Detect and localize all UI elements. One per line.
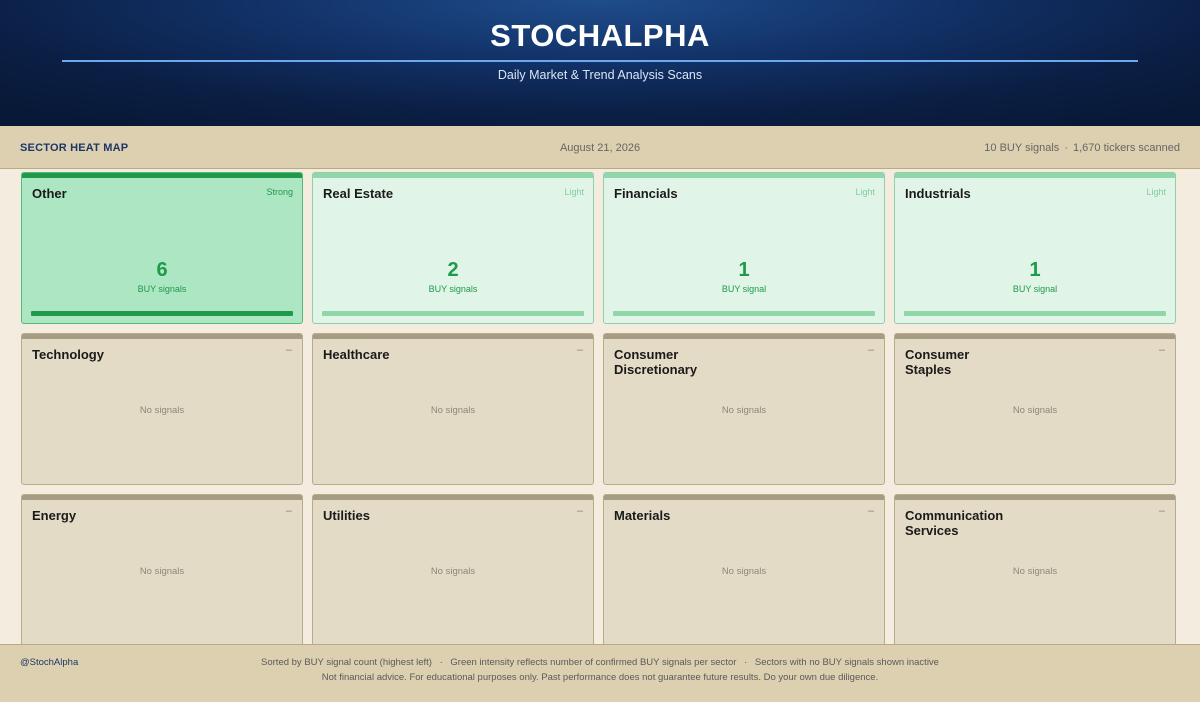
inactive-dash: –	[285, 344, 292, 356]
tile-top-bar	[895, 334, 1175, 339]
sector-name: Real Estate	[323, 186, 394, 201]
sector-tile-consumer-discretionary[interactable]	[603, 333, 885, 485]
buy-signal-label: BUY signal	[1012, 284, 1058, 294]
sector-name: Technology	[32, 347, 104, 362]
buy-signal-count: 1	[738, 259, 750, 281]
section-title: SECTOR HEAT MAP	[20, 142, 129, 154]
sector-tile-energy[interactable]	[21, 494, 303, 646]
sector-name: Financials	[614, 186, 678, 201]
note-intensity: Green intensity reflects number of confirmed BUY signals per sector	[450, 657, 737, 668]
sector-name: Industrials	[905, 186, 971, 201]
sector-name: Materials	[614, 508, 671, 523]
sector-tile-industrials[interactable]	[894, 172, 1176, 324]
tickers-scanned: 1,670 tickers scanned	[1072, 142, 1180, 154]
buy-signal-label: BUY signal	[721, 284, 767, 294]
buy-signal-count: 6	[156, 259, 168, 281]
intensity-bar	[322, 311, 584, 316]
sector-name: Consumer Discretionary	[614, 347, 698, 377]
signal-strength-badge: Strong	[266, 187, 293, 197]
social-handle[interactable]: @StochAlpha	[20, 657, 79, 668]
no-signals-label: No signals	[139, 566, 185, 577]
sector-name: Utilities	[323, 508, 370, 523]
intensity-bar	[904, 311, 1166, 316]
sector-tile-technology[interactable]	[21, 333, 303, 485]
inactive-dash: –	[285, 505, 292, 517]
note-separator: ·	[744, 657, 748, 668]
brand-tagline: Daily Market & Trend Analysis Scans	[497, 68, 703, 82]
no-signals-label: No signals	[721, 566, 767, 577]
buy-signal-count: 2	[447, 259, 459, 281]
tile-top-bar	[313, 173, 593, 178]
sector-name: Healthcare	[323, 347, 390, 362]
sector-tile-financials[interactable]	[603, 172, 885, 324]
tile-top-bar	[604, 173, 884, 178]
tile-top-bar	[22, 334, 302, 339]
buy-signal-total: 10 BUY signals	[984, 142, 1060, 154]
no-signals-label: No signals	[1012, 566, 1058, 577]
intensity-bar	[31, 311, 293, 316]
sector-name: Other	[32, 186, 67, 201]
tile-top-bar	[895, 173, 1175, 178]
sector-tile-healthcare[interactable]	[312, 333, 594, 485]
sector-name: Consumer Staples	[905, 347, 970, 377]
tile-top-bar	[22, 173, 302, 178]
buy-signal-label: BUY signals	[428, 284, 478, 294]
scan-stats	[984, 142, 1180, 154]
tile-top-bar	[604, 495, 884, 500]
sector-name: Energy	[32, 508, 77, 523]
inactive-dash: –	[1158, 505, 1165, 517]
sector-tile-communication-services[interactable]	[894, 494, 1176, 646]
no-signals-label: No signals	[1012, 405, 1058, 416]
page-footer	[0, 644, 1200, 702]
page-header	[0, 0, 1200, 126]
note-sorted: Sorted by BUY signal count (highest left)	[261, 657, 432, 668]
sector-name: Communication Services	[905, 508, 1004, 538]
inactive-dash: –	[867, 344, 874, 356]
no-signals-label: No signals	[721, 405, 767, 416]
brand-divider	[62, 60, 1138, 62]
no-signals-label: No signals	[430, 405, 476, 416]
inactive-dash: –	[1158, 344, 1165, 356]
signal-strength-badge: Light	[564, 187, 584, 197]
sector-tile-other[interactable]	[21, 172, 303, 324]
no-signals-label: No signals	[139, 405, 185, 416]
stats-separator: ·	[1064, 142, 1068, 154]
brand-title: STOCHALPHA	[490, 18, 710, 53]
sector-tile-materials[interactable]	[603, 494, 885, 646]
signal-strength-badge: Light	[1146, 187, 1166, 197]
inactive-dash: –	[576, 505, 583, 517]
legend-notes	[0, 657, 1200, 668]
sector-tile-real-estate[interactable]	[312, 172, 594, 324]
tile-top-bar	[604, 334, 884, 339]
tile-top-bar	[22, 495, 302, 500]
info-bar	[0, 126, 1200, 169]
note-inactive: Sectors with no BUY signals shown inactive	[754, 657, 939, 668]
note-separator: ·	[439, 657, 443, 668]
tile-top-bar	[895, 495, 1175, 500]
signal-strength-badge: Light	[855, 187, 875, 197]
sector-tile-consumer-staples[interactable]	[894, 333, 1176, 485]
inactive-dash: –	[867, 505, 874, 517]
disclaimer: Not financial advice. For educational purposes only. Past performance does not guarantee future results. Do your own due diligence.	[321, 672, 879, 683]
buy-signal-label: BUY signals	[137, 284, 187, 294]
scan-date: August 21, 2026	[559, 142, 641, 154]
intensity-bar	[613, 311, 875, 316]
tile-top-bar	[313, 495, 593, 500]
sector-tile-utilities[interactable]	[312, 494, 594, 646]
inactive-dash: –	[576, 344, 583, 356]
buy-signal-count: 1	[1029, 259, 1041, 281]
no-signals-label: No signals	[430, 566, 476, 577]
tile-top-bar	[313, 334, 593, 339]
